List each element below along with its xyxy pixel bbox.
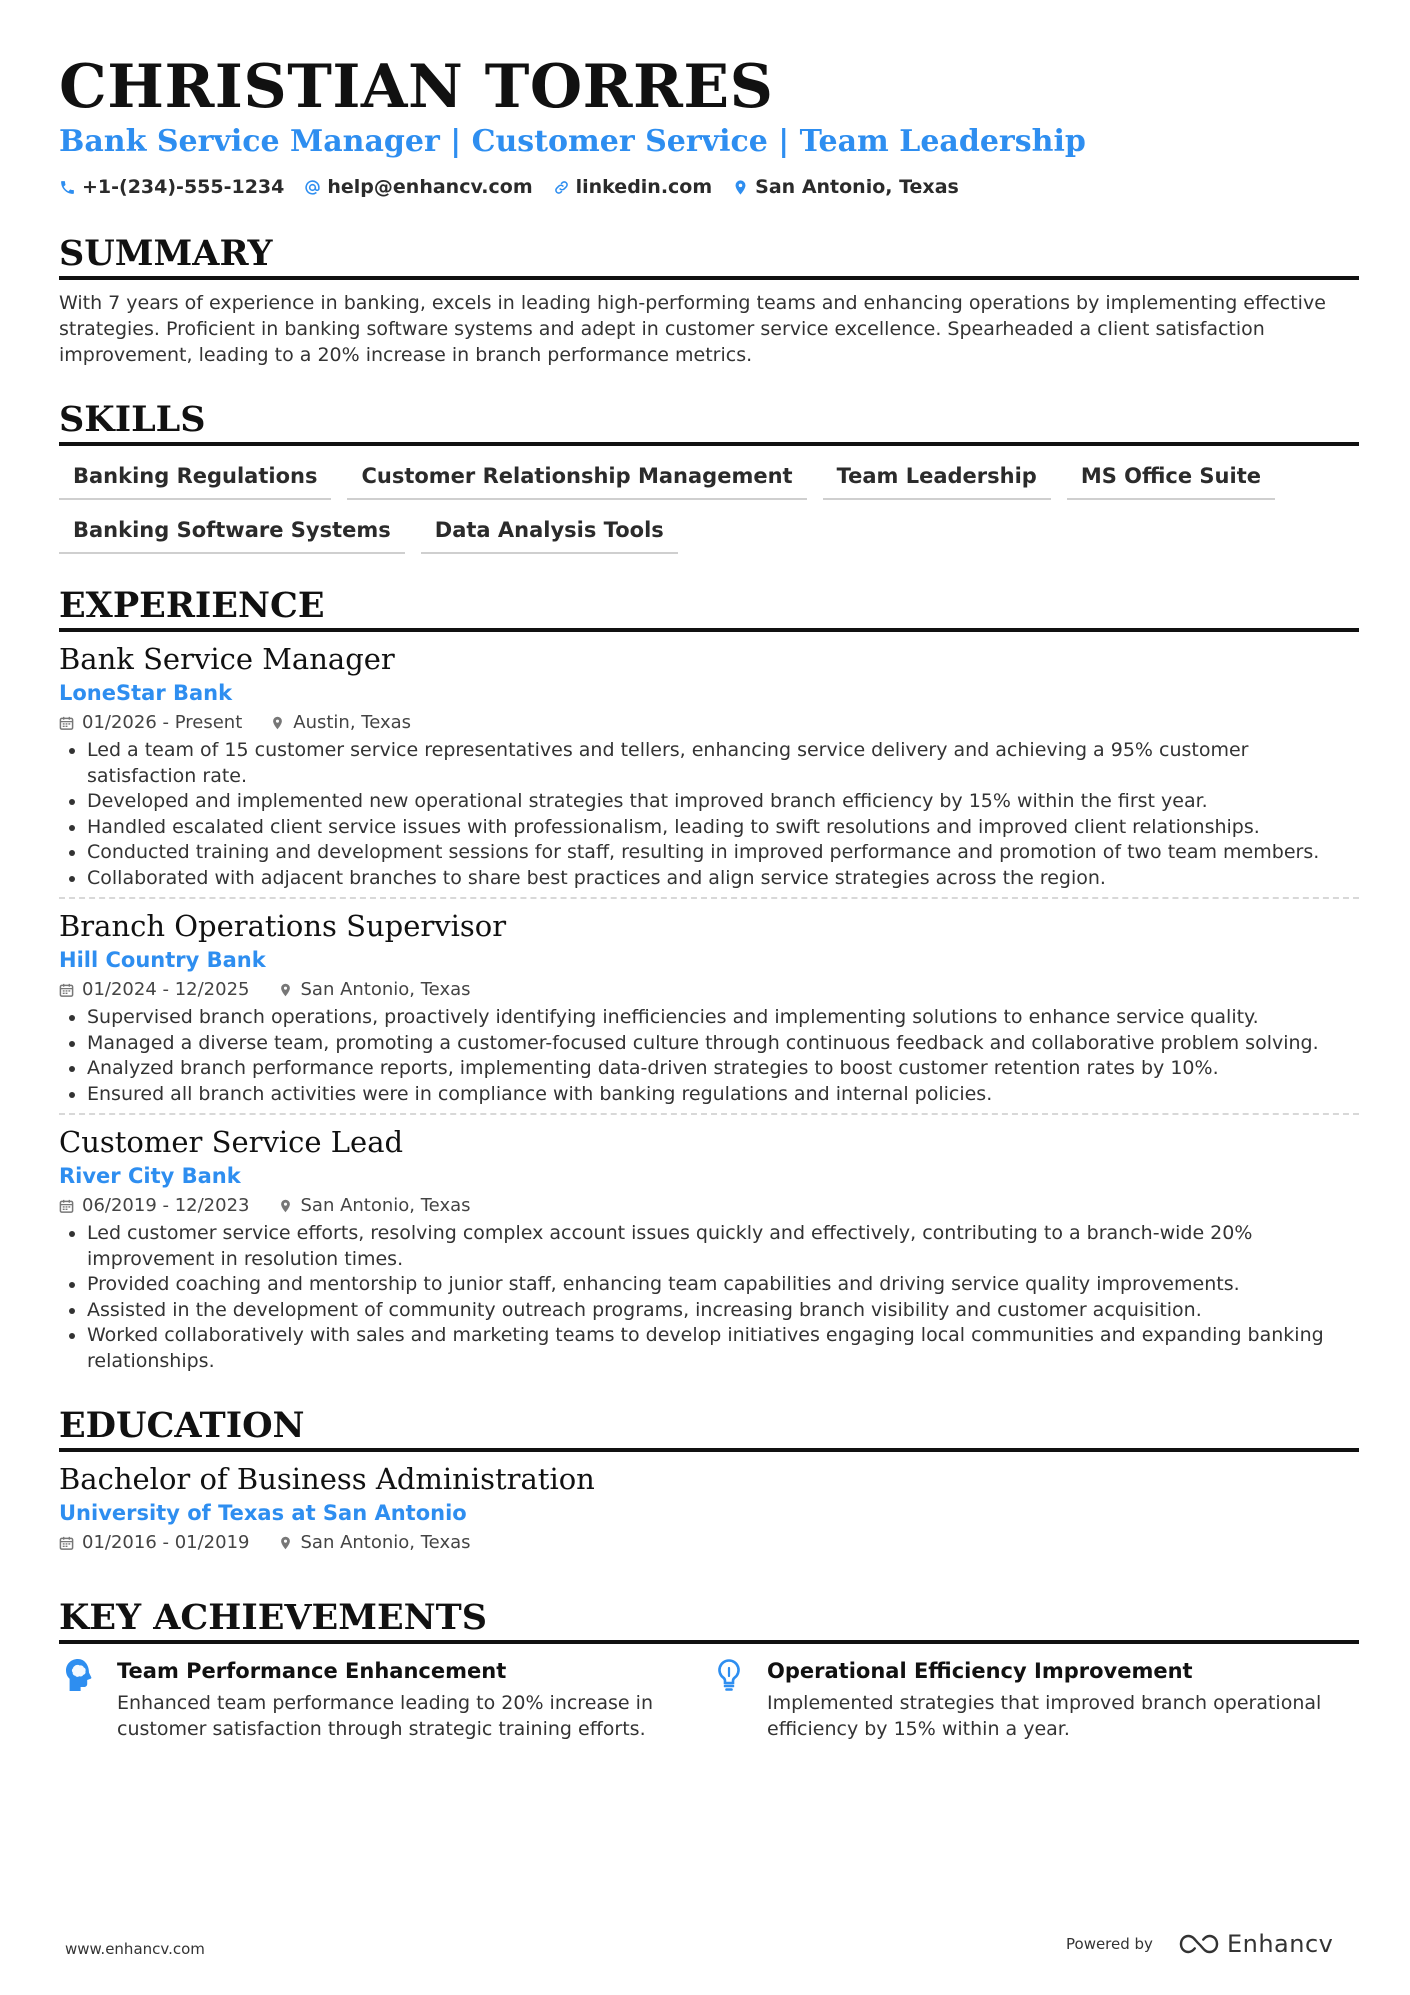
company-name: River City Bank (59, 1164, 241, 1188)
bullet-item: • Provided coaching and mentorship to junior staff, enhancing team capabilities and driving service quality improvements. (87, 1272, 1359, 1298)
education-meta (59, 1528, 1359, 1558)
candidate-title: Bank Service Manager | Customer Service | Team Leadership (59, 124, 1086, 159)
achievements-section (59, 1596, 1359, 1742)
experience-section (59, 584, 1359, 1374)
bullet-item: • Managed a diverse team, promoting a customer-focused culture through continuous feedback and collaborative problem solving. (87, 1031, 1359, 1057)
job-dates (59, 1191, 250, 1221)
phone-icon (59, 179, 76, 196)
summary-section (59, 232, 1359, 368)
job-dates (59, 708, 242, 738)
bullet-item: • Collaborated with adjacent branches to share best practices and align service strategies across the region. (87, 866, 1359, 892)
job-bullets (59, 1221, 1359, 1374)
dates-text: 06/2019 - 12/2023 (82, 1195, 250, 1216)
skills-heading: SKILLS (59, 398, 1359, 446)
company-name: Hill Country Bank (59, 948, 266, 972)
company-name: LoneStar Bank (59, 681, 233, 705)
summary-text: With 7 years of experience in banking, excels in leading high-performing teams and enhancing operations by implementing effective strategies. Proficient in banking software systems and adept in customer service excellence. Spearheaded a client satisfaction improvement, leading to a 20% increase in branch performance metrics. (59, 292, 1326, 366)
contact-linkedin[interactable] (553, 176, 713, 198)
contact-phone[interactable] (59, 176, 284, 198)
job-divider (59, 897, 1359, 899)
lightbulb-icon (714, 1658, 744, 1692)
achievement-icon-wrap (709, 1656, 749, 1742)
bullet-item: • Worked collaboratively with sales and marketing teams to develop initiatives engaging local communities and expanding banking relationships. (87, 1323, 1359, 1374)
bullet-item: • Supervised branch operations, proactively identifying inefficiencies and implementing solutions to enhance service quality. (87, 1005, 1359, 1031)
education-dates (59, 1528, 250, 1558)
dates-text: 01/2026 - Present (82, 712, 243, 733)
job-dates (59, 975, 250, 1005)
job-entry (59, 1123, 1359, 1374)
education-entry (59, 1460, 1359, 1558)
location-pin-icon (732, 179, 749, 196)
bullet-item: • Handled escalated client service issues with professionalism, leading to swift resolutions and improved client relationships. (87, 815, 1359, 841)
achievement-title: Operational Efficiency Improvement (767, 1659, 1193, 1683)
bullet-item: • Led a team of 15 customer service representatives and tellers, enhancing service delivery and achieving a 95% customer satisfaction rate. (87, 738, 1359, 789)
achievement-icon-wrap (59, 1656, 99, 1742)
achievement-desc: Implemented strategies that improved branch operational efficiency by 15% within a year. (767, 1692, 1322, 1740)
summary-heading: SUMMARY (59, 232, 1359, 280)
location-text: San Antonio, Texas (755, 176, 959, 198)
brand-name: Enhancv (1226, 1930, 1334, 1958)
location-pin-icon (278, 1535, 293, 1551)
job-divider (59, 1113, 1359, 1115)
location-text: Austin, Texas (293, 712, 412, 733)
bullet-item: • Developed and implemented new operational strategies that improved branch efficiency by 15% within the first year. (87, 789, 1359, 815)
resume-page (59, 52, 1359, 1742)
brain-head-icon (64, 1658, 94, 1692)
achievement-body (117, 1656, 677, 1742)
school-name: University of Texas at San Antonio (59, 1501, 467, 1525)
location-text: San Antonio, Texas (300, 979, 471, 1000)
footer-branding (1066, 1930, 1333, 1958)
email-text: help@enhancv.com (327, 176, 533, 198)
achievement-desc: Enhanced team performance leading to 20% increase in customer satisfaction through strategic training efforts. (117, 1692, 653, 1740)
achievement-body (767, 1656, 1327, 1742)
job-location (278, 975, 471, 1005)
footer-website[interactable]: www.enhancv.com (65, 1940, 205, 1958)
calendar-icon (59, 982, 74, 998)
achievement-item (709, 1656, 1359, 1742)
job-meta (59, 1191, 1359, 1221)
job-title: Bank Service Manager (59, 642, 395, 676)
skill-tag: Customer Relationship Management (347, 460, 806, 500)
job-meta (59, 708, 1359, 738)
skills-section (59, 398, 1359, 554)
location-text: San Antonio, Texas (300, 1532, 471, 1553)
location-pin-icon (278, 982, 293, 998)
experience-heading: EXPERIENCE (59, 584, 1359, 632)
contact-email[interactable] (304, 176, 532, 198)
achievements-grid (59, 1656, 1359, 1742)
enhancv-logo-icon (1177, 1931, 1221, 1957)
location-pin-icon (278, 1198, 293, 1214)
calendar-icon (59, 715, 74, 731)
dates-text: 01/2016 - 01/2019 (82, 1532, 250, 1553)
skill-tag: Banking Software Systems (59, 514, 405, 554)
job-bullets (59, 1005, 1359, 1107)
skill-tag: Team Leadership (823, 460, 1051, 500)
achievement-item (59, 1656, 709, 1742)
education-location (278, 1528, 471, 1558)
job-title: Branch Operations Supervisor (59, 909, 507, 943)
bullet-item: • Ensured all branch activities were in compliance with banking regulations and internal policies. (87, 1082, 1359, 1108)
dates-text: 01/2024 - 12/2025 (82, 979, 250, 1000)
achievement-title: Team Performance Enhancement (117, 1659, 507, 1683)
location-text: San Antonio, Texas (300, 1195, 471, 1216)
skill-tag: Data Analysis Tools (421, 514, 678, 554)
candidate-name: CHRISTIAN TORRES (59, 52, 774, 122)
calendar-icon (59, 1535, 74, 1551)
bullet-item: • Analyzed branch performance reports, implementing data-driven strategies to boost customer retention rates by 10%. (87, 1056, 1359, 1082)
job-title: Customer Service Lead (59, 1125, 404, 1159)
job-bullets (59, 738, 1359, 891)
skills-list (59, 460, 1359, 554)
bullet-item: • Conducted training and development sessions for staff, resulting in improved performance and promotion of two team members. (87, 840, 1359, 866)
powered-by-label: Powered by (1066, 1935, 1153, 1953)
bullet-item: • Assisted in the development of community outreach programs, increasing branch visibility and customer acquisition. (87, 1298, 1359, 1324)
skill-tag: Banking Regulations (59, 460, 331, 500)
education-section (59, 1404, 1359, 1558)
brand-logo[interactable] (1177, 1930, 1333, 1958)
bullet-item: • Led customer service efforts, resolving complex account issues quickly and effectively, contributing to a branch-wide 20% improvement in resolution times. (87, 1221, 1359, 1272)
job-location (278, 1191, 471, 1221)
linkedin-text: linkedin.com (575, 176, 713, 198)
job-location (270, 708, 411, 738)
contact-bar (59, 172, 1359, 202)
phone-text: +1-(234)-555-1234 (82, 176, 285, 198)
link-icon (553, 179, 570, 196)
contact-location (732, 176, 959, 198)
skill-tag: MS Office Suite (1067, 460, 1275, 500)
education-heading: EDUCATION (59, 1404, 1359, 1452)
location-pin-icon (270, 715, 285, 731)
at-icon (304, 179, 321, 196)
degree-title: Bachelor of Business Administration (59, 1462, 595, 1496)
calendar-icon (59, 1198, 74, 1214)
job-meta (59, 975, 1359, 1005)
job-entry (59, 640, 1359, 891)
achievements-heading: KEY ACHIEVEMENTS (59, 1596, 1359, 1644)
job-entry (59, 907, 1359, 1107)
